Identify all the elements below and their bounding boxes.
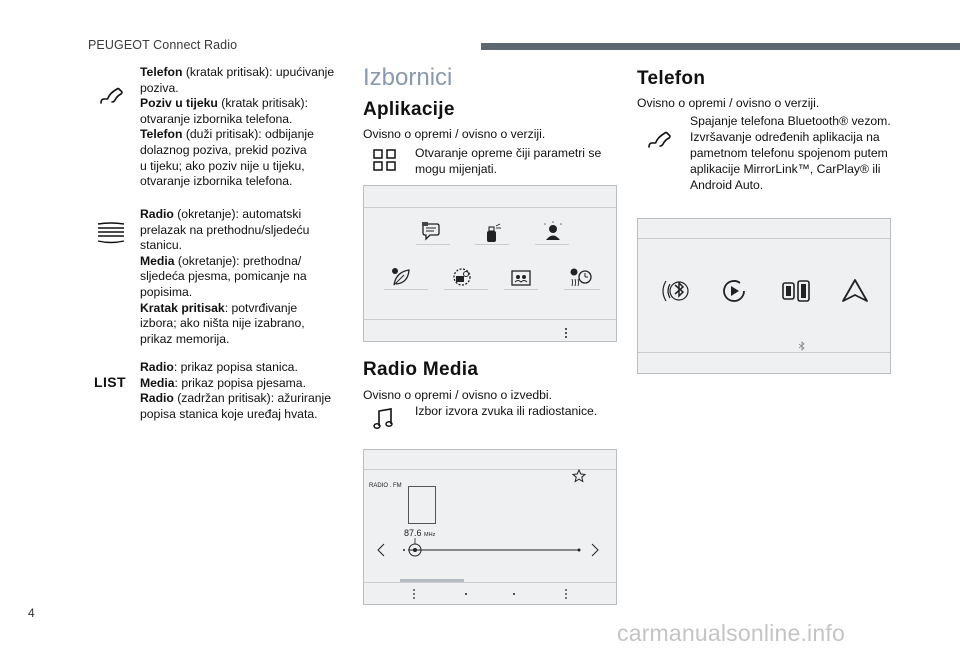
list-desc-line	[140, 407, 340, 423]
tuner-slider[interactable]	[374, 536, 606, 562]
bluetooth-status-icon	[798, 341, 806, 351]
phone-desc-line	[140, 81, 340, 97]
list-desc-text: (zadržan pritisak): ažuriranje	[173, 391, 331, 406]
phone-desc-bold: Telefon	[140, 127, 183, 142]
phone-desc-line	[140, 127, 340, 143]
dial-desc-text: sljedeća pjesma, pomicanje na	[140, 269, 307, 284]
phone-desc-text: (duži pritisak): odbijanje	[182, 127, 314, 142]
phone-desc-text: otvaranje izbornika telefona.	[140, 174, 293, 189]
menus-title: Izbornici	[363, 64, 453, 91]
phone-desc-5: Android Auto.	[690, 178, 764, 192]
list-desc-text: : prikaz popisa stanica.	[173, 360, 298, 374]
radio-media-heading: Radio Media	[363, 359, 479, 380]
list-desc-bold: Radio	[140, 360, 174, 374]
list-button-label: LIST	[94, 374, 126, 390]
phone-desc-line	[140, 65, 340, 81]
air-freshener-icon	[484, 223, 502, 243]
eco-leaf-icon	[390, 266, 412, 288]
dial-desc-line	[140, 207, 340, 223]
phone-desc-line	[140, 174, 340, 190]
dial-desc-line	[140, 285, 340, 301]
phone-desc-2: Izvršavanje određenih aplikacija na	[690, 130, 880, 144]
phone-desc-text: (kratak pritisak): upućivanje	[182, 65, 335, 79]
list-desc-text: popisa stanica koje uređaj hvata.	[140, 406, 318, 421]
list-desc-line	[140, 391, 340, 407]
frequency-value: 87.6	[404, 528, 422, 538]
phone-desc-line	[140, 159, 340, 175]
list-desc-text: : prikaz popisa pjesama.	[174, 375, 306, 390]
mirrorlink-icon[interactable]	[780, 277, 812, 305]
dial-desc-line	[140, 254, 340, 270]
contacts-card-icon	[510, 269, 532, 287]
frequency-unit: MHz	[424, 532, 436, 538]
phone-screen	[637, 218, 891, 374]
radio-screen	[363, 449, 617, 605]
apps-grid-icon	[372, 148, 398, 172]
left-block-radio-media	[140, 207, 340, 347]
dial-desc-line	[140, 316, 340, 332]
dial-desc-line	[140, 269, 340, 285]
phone-desc-text: (kratak pritisak):	[217, 96, 308, 111]
favorite-star-icon	[572, 469, 586, 483]
dial-desc-line	[140, 238, 340, 254]
music-note-icon	[372, 407, 396, 431]
phone-desc-line	[140, 96, 340, 112]
more-vertical-icon	[563, 327, 569, 339]
phone-desc-bold: Telefon	[140, 65, 183, 79]
list-desc-line	[140, 376, 340, 392]
message-bubble-icon	[420, 221, 442, 241]
phone-desc-text: u tijeku; ako poziv nije u tijeku,	[140, 158, 305, 173]
phone-icon	[646, 128, 674, 150]
climate-timer-icon	[568, 266, 594, 288]
radio-bottom-controls	[404, 588, 574, 600]
dial-desc-text: prikaz memorija.	[140, 331, 230, 346]
dial-desc-text: prelazak na prethodnu/sljedeću	[140, 222, 310, 237]
bluetooth-connect-icon[interactable]	[660, 275, 690, 307]
applications-heading: Aplikacije	[363, 99, 455, 120]
phone-desc-4: aplikacije MirrorLink™, CarPlay® ili	[690, 162, 881, 176]
phone-desc-text: poziva.	[140, 80, 179, 95]
carplay-icon[interactable]	[720, 277, 748, 305]
page-number: 4	[28, 606, 35, 620]
dial-desc-bold: Radio	[140, 207, 174, 221]
dial-desc-text: stanicu.	[140, 238, 183, 253]
phone-heading: Telefon	[637, 68, 706, 89]
list-desc-line	[140, 360, 340, 376]
dial-desc-text: (okretanje): automatski	[173, 207, 302, 221]
applications-screen	[363, 185, 617, 342]
left-block-phone	[140, 65, 340, 190]
dial-desc-bold: Media	[140, 253, 175, 268]
phone-icon	[98, 84, 126, 106]
phone-desc-1: Spajanje telefona Bluetooth® vezom.	[690, 114, 891, 128]
left-block-list	[140, 360, 340, 422]
rotary-dial-icon	[96, 222, 126, 244]
radio-media-desc: Izbor izvora zvuka ili radiostanice.	[415, 404, 598, 418]
phone-desc-line	[140, 143, 340, 159]
station-artwork	[408, 486, 436, 524]
dial-desc-line	[140, 301, 340, 317]
applications-desc-2: mogu mijenjati.	[415, 162, 497, 176]
phone-desc-text: otvaranje izbornika telefona.	[140, 111, 293, 126]
driver-profile-icon	[542, 221, 564, 243]
dial-desc-bold: Kratak pritisak	[140, 300, 225, 315]
phone-intro: Ovisno o opremi / ovisno o verziji.	[637, 96, 820, 110]
phone-desc-line	[140, 112, 340, 128]
phone-desc-text: dolaznog poziva, prekid poziva	[140, 142, 307, 157]
dial-desc-text: (okretanje): prethodna/	[174, 253, 302, 268]
android-auto-icon[interactable]	[840, 277, 870, 305]
watermark: carmanualsonline.info	[617, 620, 845, 646]
radio-media-intro: Ovisno o opremi / ovisno o izvedbi.	[363, 388, 552, 402]
dial-desc-line	[140, 223, 340, 239]
dial-desc-text: : potvrđivanje	[224, 300, 298, 315]
phone-desc-3: pametnom telefonu spojenom putem	[690, 146, 888, 160]
radio-band-label: RADIO . FM	[369, 483, 402, 489]
dial-desc-line	[140, 332, 340, 348]
phone-desc-bold: Poziv u tijeku	[140, 96, 218, 111]
applications-desc-1: Otvaranje opreme čiji parametri se	[415, 146, 602, 160]
list-desc-bold: Radio	[140, 391, 174, 406]
list-desc-bold: Media	[140, 375, 175, 390]
dial-desc-text: popisima.	[140, 284, 193, 299]
vehicle-settings-icon	[450, 266, 474, 288]
applications-intro: Ovisno o opremi / ovisno o verziji.	[363, 127, 546, 141]
header-title: PEUGEOT Connect Radio	[88, 38, 238, 52]
dial-desc-text: izbora; ako ništa nije izabrano,	[140, 316, 305, 331]
header-bar	[481, 43, 960, 50]
